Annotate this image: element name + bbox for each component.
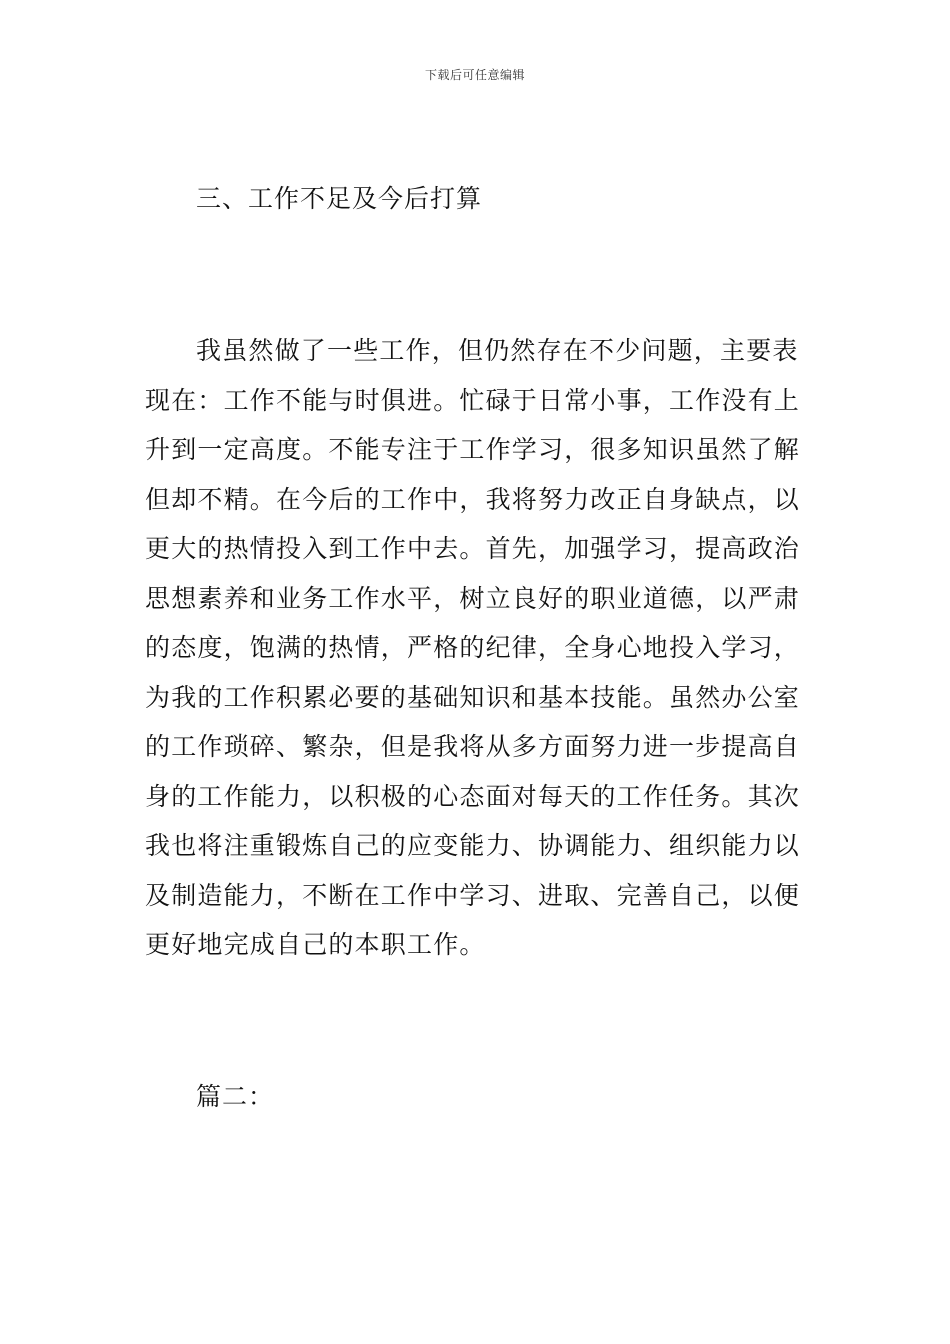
paragraph-line: 更好地完成自己的本职工作。 (145, 930, 486, 959)
paragraph-line: 更大的热情投入到工作中去。首先，加强学习，提高政治 (145, 534, 801, 563)
body-paragraph (145, 334, 810, 978)
paragraph-line: 为我的工作积累必要的基础知识和基本技能。虽然办公室 (145, 682, 801, 712)
paragraph-line: 现在：工作不能与时俱进。忙碌于日常小事，工作没有上 (145, 385, 801, 415)
paragraph-line: 身的工作能力，以积极的心态面对每天的工作任务。其次 (145, 781, 801, 811)
paragraph-line: 思想素养和业务工作水平，树立良好的职业道德，以严肃 (145, 583, 801, 613)
paragraph-line: 我虽然做了一些工作，但仍然存在不少问题，主要表 (196, 336, 799, 365)
paragraph-line: 及制造能力，不断在工作中学习、进取、完善自己，以便 (145, 880, 801, 910)
paragraph-line: 我也将注重锻炼自己的应变能力、协调能力、组织能力以 (145, 831, 801, 860)
paragraph-line: 的工作琐碎、繁杂，但是我将从多方面努力进一步提高自 (145, 732, 801, 761)
paragraph-line: 但却不精。在今后的工作中，我将努力改正自身缺点，以 (145, 484, 801, 514)
header-note: 下载后可任意编辑 (424, 68, 525, 82)
section-heading: 三、工作不足及今后打算 (196, 184, 483, 213)
next-section-label: 篇二： (196, 1082, 275, 1111)
paragraph-line: 的态度，饱满的热情，严格的纪律，全身心地投入学习， (145, 633, 801, 662)
paragraph-line: 升到一定高度。不能专注于工作学习，很多知识虽然了解 (145, 435, 801, 464)
